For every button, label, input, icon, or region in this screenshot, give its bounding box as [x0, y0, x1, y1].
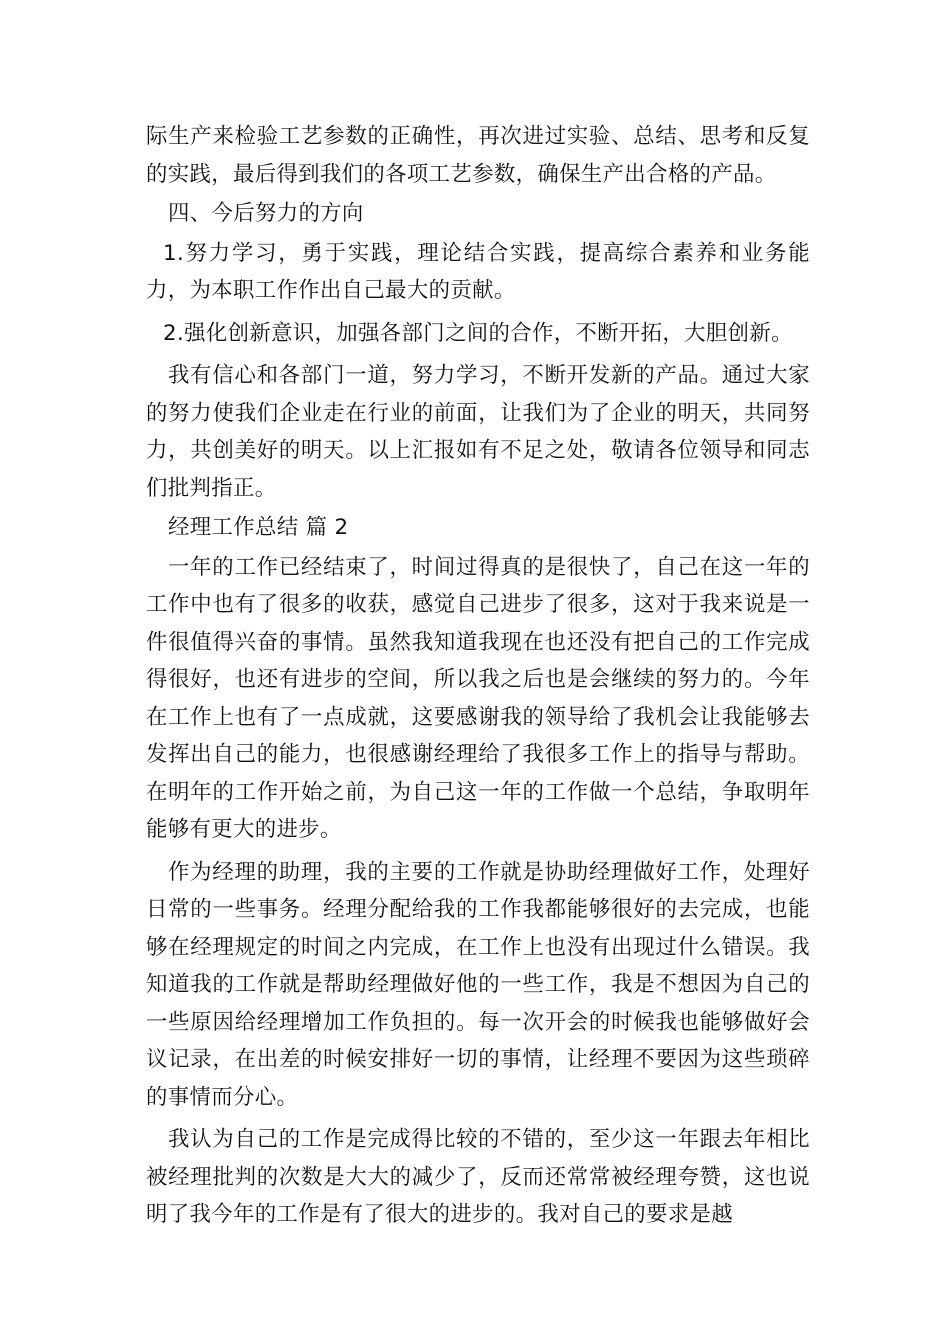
paragraph-assistant-duties: 作为经理的助理，我的主要的工作就是协助经理做好工作，处理好日常的一些事务。经理分配给我的工作我都能够很好的去完成，也能够在经理规定的时间之内完成，在工作上也没有出现过什么错误。我知道我的工作就是帮助经理做好他的一些工作，我是不想因为自己的一些原因给经理增加工作负担的。每一次开会的时候我也能够做好会议记录，在出差的时候安排好一切的事情，让经理不要因为这些琐碎的事情而分心。: [146, 859, 810, 1110]
list-item-1: 1.努力学习，勇于实践，理论结合实践，提高综合素养和业务能力，为本职工作作出自己最大的贡献。: [146, 240, 810, 303]
document-body: [146, 118, 810, 1234]
paragraph-self-assessment: 我认为自己的工作是完成得比较的不错的，至少这一年跟去年相比被经理批判的次数是大大的减少了，反而还常常被经理夸赞，这也说明了我今年的工作是有了很大的进步的。我对自己的要求是越: [146, 1127, 810, 1227]
section-heading-future-direction: 四、今后努力的方向: [168, 201, 364, 226]
paragraph-confidence: 我有信心和各部门一道，努力学习，不断开发新的产品。通过大家的努力使我们企业走在行业的前面，让我们为了企业的明天，共同努力，共创美好的明天。以上汇报如有不足之处，敬请各位领导和同志们批判指正。: [146, 363, 810, 501]
paragraph-continuation: 际生产来检验工艺参数的正确性，再次进过实验、总结、思考和反复的实践，最后得到我们的各项工艺参数，确保生产出合格的产品。: [146, 124, 810, 187]
list-item-2: 2.强化创新意识，加强各部门之间的合作，不断开拓，大胆创新。: [163, 320, 793, 346]
article-heading-part-2: 经理工作总结 篇 2: [168, 515, 349, 540]
paragraph-year-summary: 一年的工作已经结束了，时间过得真的是很快了，自己在这一年的工作中也有了很多的收获，感觉自己进步了很多，这对于我来说是一件很值得兴奋的事情。虽然我知道我现在也还没有把自己的工作完成得很好，也还有进步的空间，所以我之后也是会继续的努力的。今年在工作上也有了一点成就，这要感谢我的领导给了我机会让我能够去发挥出自己的能力，也很感谢经理给了我很多工作上的指导与帮助。在明年的工作开始之前，为自己这一年的工作做一个总结，争取明年能够有更大的进步。: [146, 554, 810, 842]
